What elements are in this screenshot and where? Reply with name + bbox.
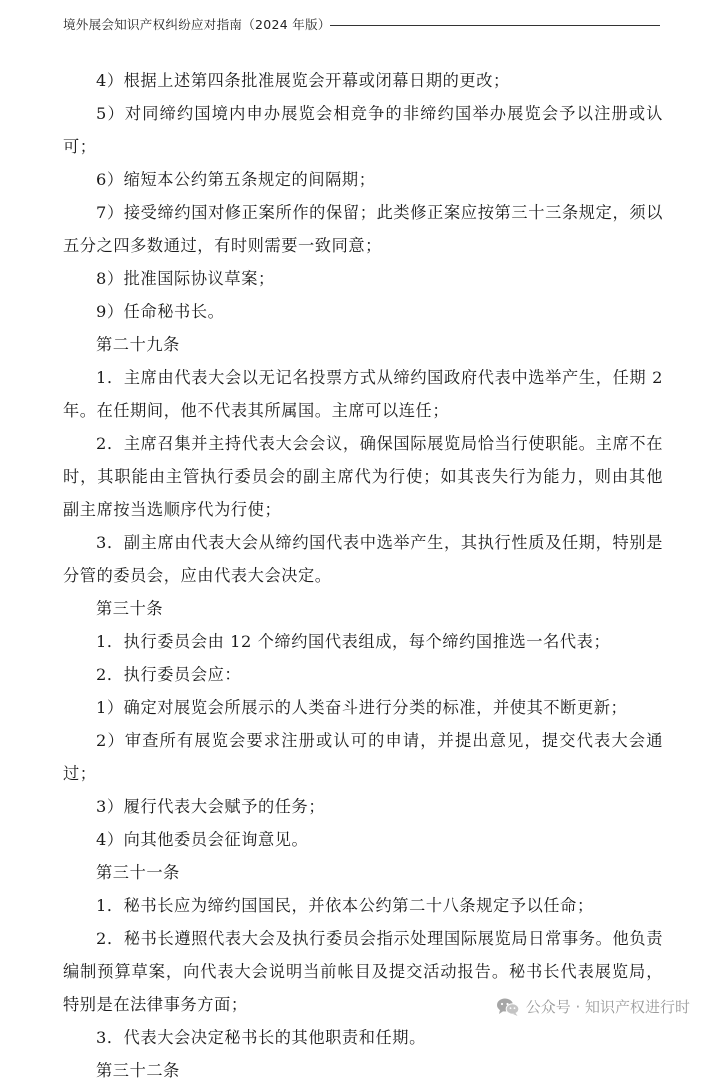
clause-item: 1．秘书长应为缔约国国民，并依本公约第二十八条规定予以任命；: [96, 896, 594, 915]
article-heading: 第三十二条: [96, 1061, 180, 1080]
wechat-watermark: [496, 996, 690, 1017]
article-heading: 第三十条: [96, 599, 164, 618]
clause-item: 3．副主席由代表大会从缔约国代表中选举产生，其执行性质及任期，特别是分管的委员会，应由代表大会决定。: [63, 533, 663, 585]
wechat-icon: [496, 997, 520, 1017]
body-text: [63, 64, 663, 1087]
clause-item: 6）缩短本公约第五条规定的间隔期；: [96, 170, 376, 189]
clause-item: 4）根据上述第四条批准展览会开幕或闭幕日期的更改；: [96, 71, 510, 90]
clause-item: 5）对同缔约国境内申办展览会相竞争的非缔约国举办展览会予以注册或认可；: [63, 104, 663, 156]
clause-item: 8）批准国际协议草案；: [96, 269, 275, 288]
clause-item: 3．代表大会决定秘书长的其他职责和任期。: [96, 1028, 426, 1047]
article-heading: 第二十九条: [96, 335, 180, 354]
clause-item: 4）向其他委员会征询意见。: [96, 830, 309, 849]
header-rule: [330, 25, 660, 26]
clause-item: 2）审查所有展览会要求注册或认可的申请，并提出意见，提交代表大会通过；: [63, 731, 663, 783]
clause-item: 2．主席召集并主持代表大会会议，确保国际展览局恰当行使职能。主席不在时，其职能由主管执行委员会的副主席代为行使；如其丧失行为能力，则由其他副主席按当选顺序代为行使；: [63, 434, 663, 519]
clause-item: 1．执行委员会由 12 个缔约国代表组成，每个缔约国推选一名代表；: [96, 632, 611, 651]
watermark-text: 公众号 · 知识产权进行时: [525, 998, 690, 1016]
running-header: 境外展会知识产权纠纷应对指南（2024 年版）: [63, 17, 331, 32]
clause-item: 7）接受缔约国对修正案所作的保留；此类修正案应按第三十三条规定，须以五分之四多数通过，有时则需要一致同意；: [63, 203, 663, 255]
clause-item: 2．执行委员会应：: [96, 665, 242, 684]
article-heading: 第三十一条: [96, 863, 180, 882]
clause-item: 2．秘书长遵照代表大会及执行委员会指示处理国际展览局日常事务。他负责编制预算草案，向代表大会说明当前帐目及提交活动报告。秘书长代表展览局，特别是在法律事务方面；: [63, 929, 663, 1014]
clause-item: 9）任命秘书长。: [96, 302, 225, 321]
clause-item: 1）确定对展览会所展示的人类奋斗进行分类的标准，并使其不断更新；: [96, 698, 628, 717]
clause-item: 1．主席由代表大会以无记名投票方式从缔约国政府代表中选举产生，任期 2 年。在任期间，他不代表其所属国。主席可以连任；: [63, 368, 663, 420]
clause-item: 3）履行代表大会赋予的任务；: [96, 797, 326, 816]
